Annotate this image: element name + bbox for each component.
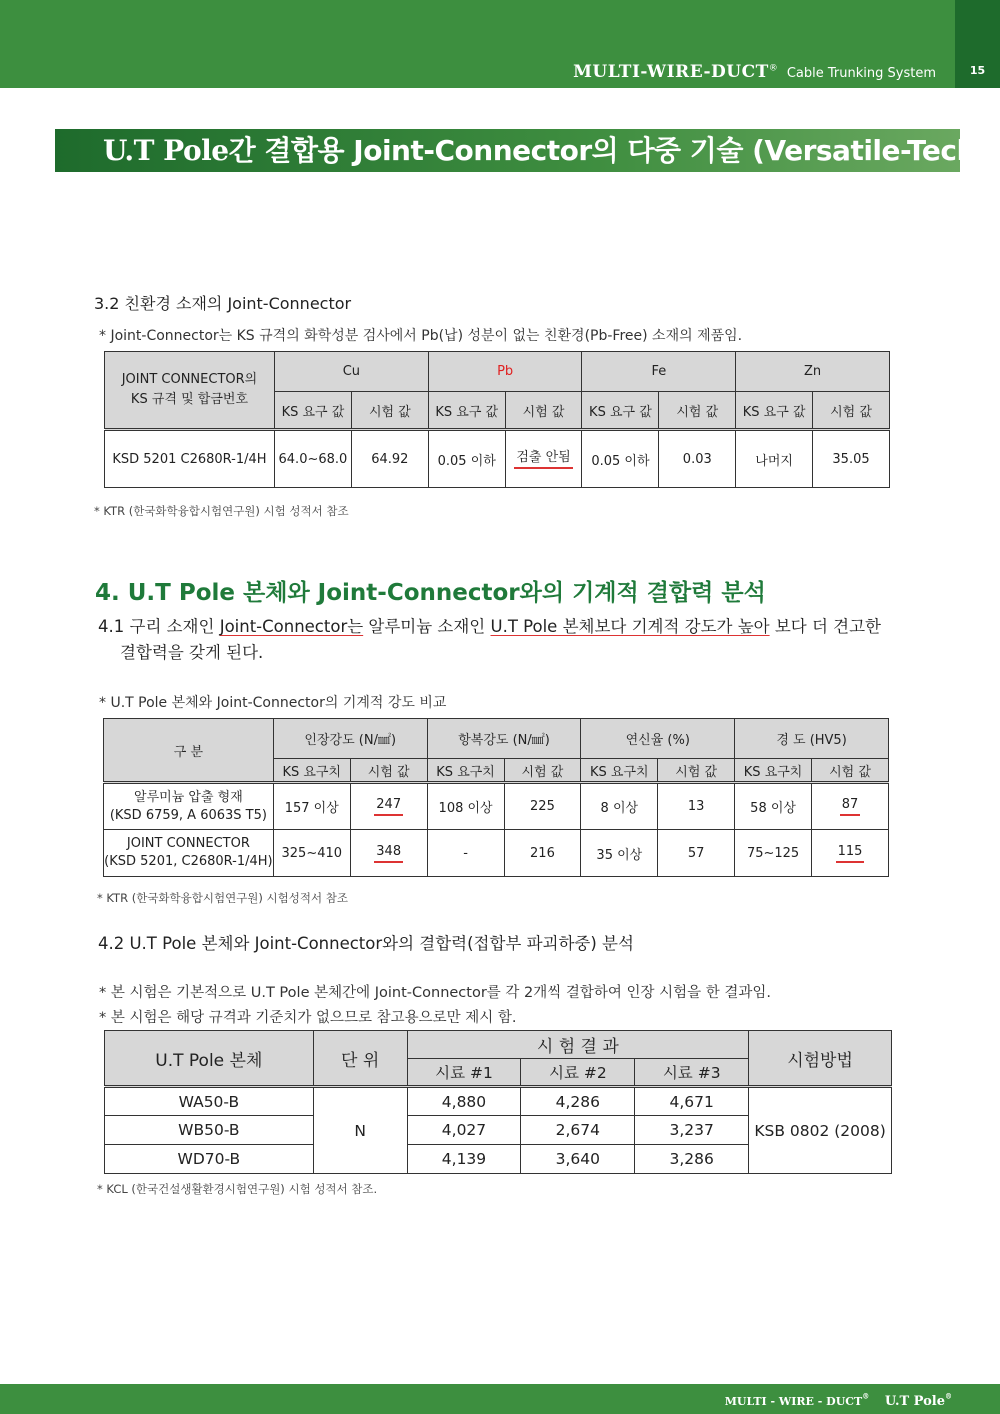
sub-test: 시험 값	[504, 759, 581, 783]
section-4-2-heading: 4.2 U.T Pole 본체와 Joint-Connector와의 결합력(접합부 파괴하중) 분석	[98, 934, 634, 953]
table-cell	[350, 783, 427, 830]
brand-name: MULTI-WIRE-DUCT	[573, 62, 769, 82]
table-cell	[350, 830, 427, 877]
para-underlined: Joint-Connector는	[219, 617, 364, 636]
paragraph-line-1	[98, 614, 881, 640]
table-cell: 216	[504, 830, 581, 877]
method-cell: KSB 0802 (2008)	[749, 1087, 892, 1174]
model-name: WD70-B	[105, 1145, 314, 1174]
row-spec: (KSD 5201, C2680R-1/4H)	[104, 854, 273, 869]
table-cell: 2,674	[521, 1116, 635, 1145]
title-prefix: U.T Pole	[103, 134, 229, 167]
source-note-ktr-2: * KTR (한국화학융합시험연구원) 시험성적서 참조	[97, 891, 348, 905]
page-title	[55, 129, 989, 172]
group-fe: Fe	[582, 352, 736, 392]
col-sample-2: 시료 #2	[521, 1059, 635, 1087]
para-text: 보다 더 견고한	[774, 617, 881, 636]
group-hardness: 경 도 (HV5)	[735, 719, 889, 759]
table-cell: 75~125	[735, 830, 812, 877]
unit-cell: N	[313, 1087, 407, 1174]
sub-ks: KS 요구치	[581, 759, 658, 783]
row-header-label: JOINT CONNECTOR의 KS 규격 및 합금번호	[121, 372, 258, 407]
table-cell: 4,286	[521, 1087, 635, 1116]
table-cell: 325~410	[273, 830, 350, 877]
section-3-2-heading: 3.2 친환경 소재의 Joint-Connector	[94, 294, 352, 313]
group-pb: Pb	[428, 352, 582, 392]
brand-header	[573, 62, 936, 82]
col-category: 구 분	[104, 719, 274, 783]
group-yield: 항복강도 (N/㎟)	[427, 719, 581, 759]
paragraph-line-2: 결합력을 갖게 된다.	[120, 643, 264, 662]
underlined-value: 115	[836, 844, 865, 863]
footer-brand	[725, 1390, 952, 1409]
row-label	[104, 783, 274, 830]
page-number: 15	[955, 0, 1000, 88]
brand-subtitle: Cable Trunking System	[786, 66, 936, 81]
table-cell: 3,286	[635, 1145, 749, 1174]
table-cell: 8 이상	[581, 783, 658, 830]
sub-ks: KS 요구 값	[582, 392, 659, 430]
sub-test: 시험 값	[813, 392, 890, 430]
section-3-2-note: * Joint-Connector는 KS 규격의 화학성분 검사에서 Pb(납) 성분이 없는 친환경(Pb-Free) 소재의 제품임.	[99, 328, 743, 344]
table-cell	[812, 830, 889, 877]
table-cell: 58 이상	[735, 783, 812, 830]
table-cell	[812, 783, 889, 830]
row-name: 알루미늄 압출 형재	[134, 789, 243, 805]
footer-left-text: MULTI - WIRE - DUCT	[724, 1395, 863, 1408]
registered-mark: ®	[768, 63, 778, 74]
mechanical-strength-table	[103, 718, 889, 877]
col-unit: 단 위	[313, 1031, 407, 1087]
sub-ks: KS 요구치	[273, 759, 350, 783]
table-cell: 4,880	[407, 1087, 521, 1116]
row-header-cell	[105, 352, 275, 430]
para-text: 구리 소재인	[129, 617, 215, 636]
sub-ks: KS 요구 값	[736, 392, 813, 430]
col-test-method: 시험방법	[749, 1031, 892, 1087]
group-elongation: 연신율 (%)	[581, 719, 735, 759]
sub-test: 시험 값	[351, 392, 428, 430]
table-cell: KSD 5201 C2680R-1/4H	[105, 430, 275, 488]
table-cell: 4,027	[407, 1116, 521, 1145]
source-note-ktr: * KTR (한국화학융합시험연구원) 시험 성적서 참조	[94, 504, 349, 518]
para-text: 알루미늄 소재인	[368, 617, 486, 636]
table-cell: 4,139	[407, 1145, 521, 1174]
sub-test: 시험 값	[350, 759, 427, 783]
sub-ks: KS 요구치	[427, 759, 504, 783]
section-4-2-note-b: * 본 시험은 해당 규격과 기준치가 없으므로 참고용으로만 제시 함.	[99, 1010, 517, 1026]
sub-ks: KS 요구 값	[274, 392, 351, 430]
table-cell: 35 이상	[581, 830, 658, 877]
section-4-heading: 4. U.T Pole 본체와 Joint-Connector와의 기계적 결합력 분석	[95, 580, 766, 606]
model-name: WB50-B	[105, 1116, 314, 1145]
table-cell: 4,671	[635, 1087, 749, 1116]
underlined-value: 247	[374, 797, 403, 816]
sub-test: 시험 값	[505, 392, 582, 430]
row-label	[104, 830, 274, 877]
para-num: 4.1	[98, 617, 125, 636]
chemical-composition-table	[104, 351, 890, 488]
para-underlined: U.T Pole 본체보다 기계적 강도가 높아	[490, 617, 770, 636]
title-rest: 간 결합용 Joint-Connector의 다중 기술 (Versatile-Tech)	[228, 134, 989, 167]
section-4-2-note-a: * 본 시험은 기본적으로 U.T Pole 본체간에 Joint-Connector를 각 2개씩 결합하여 인장 시험을 한 결과임.	[99, 985, 772, 1001]
pb-not-detected: 검출 안됨	[514, 450, 572, 469]
table-cell: 157 이상	[273, 783, 350, 830]
source-note-kcl: * KCL (한국건설생활환경시험연구원) 시험 성적서 참조.	[97, 1182, 378, 1196]
section-4-1-note: * U.T Pole 본체와 Joint-Connector의 기계적 강도 비교	[99, 695, 447, 711]
col-sample-3: 시료 #3	[635, 1059, 749, 1087]
table-cell: 108 이상	[427, 783, 504, 830]
table-cell: 57	[658, 830, 735, 877]
col-ut-pole-body: U.T Pole 본체	[105, 1031, 314, 1087]
sub-test: 시험 값	[812, 759, 889, 783]
table-cell: 225	[504, 783, 581, 830]
table-cell: 35.05	[813, 430, 890, 488]
table-cell: 3,640	[521, 1145, 635, 1174]
model-name: WA50-B	[105, 1087, 314, 1116]
table-cell: 나머지	[736, 430, 813, 488]
group-tensile: 인장강도 (N/㎟)	[273, 719, 427, 759]
table-cell: 0.03	[659, 430, 736, 488]
group-zn: Zn	[736, 352, 890, 392]
table-cell: -	[427, 830, 504, 877]
sub-ks: KS 요구 값	[428, 392, 505, 430]
table-cell: 64.0~68.0	[274, 430, 351, 488]
underlined-value: 87	[840, 797, 861, 816]
row-spec: (KSD 6759, A 6063S T5)	[109, 807, 267, 823]
group-cu: Cu	[274, 352, 428, 392]
footer-reg: ®	[945, 1391, 952, 1401]
footer-right-text: U.T Pole	[884, 1394, 945, 1409]
col-test-result: 시 험 결 과	[407, 1031, 749, 1059]
sub-ks: KS 요구치	[735, 759, 812, 783]
table-cell: 0.05 이하	[582, 430, 659, 488]
table-cell	[505, 430, 582, 488]
section-4-1-paragraph	[98, 614, 881, 666]
underlined-value: 348	[374, 844, 403, 863]
sub-test: 시험 값	[658, 759, 735, 783]
row-name: JOINT CONNECTOR	[126, 836, 250, 851]
footer-reg: ®	[862, 1391, 870, 1401]
table-cell: 64.92	[351, 430, 428, 488]
table-cell: 3,237	[635, 1116, 749, 1145]
footer-bar	[0, 1384, 1000, 1414]
sub-test: 시험 값	[659, 392, 736, 430]
table-cell: 13	[658, 783, 735, 830]
table-cell: 0.05 이하	[428, 430, 505, 488]
col-sample-1: 시료 #1	[407, 1059, 521, 1087]
joint-strength-table	[104, 1030, 892, 1174]
